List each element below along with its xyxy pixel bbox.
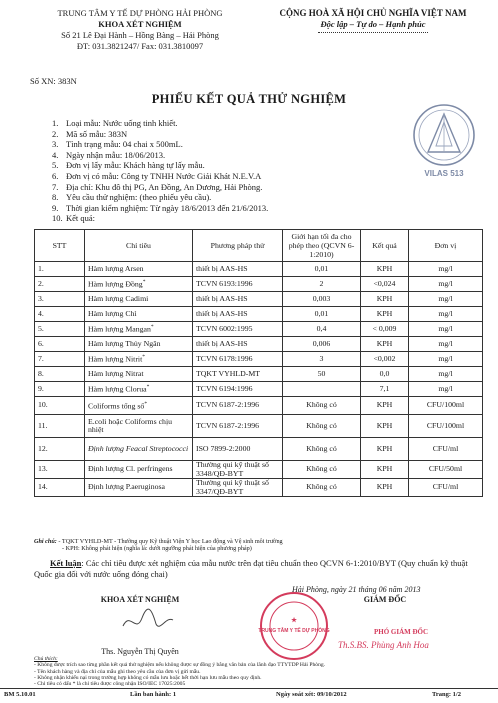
cell-method: TQKT VYHLD-MT [193,367,283,382]
cell-stt: 11. [35,415,85,438]
cell-unit: mg/l [409,277,483,292]
cell-method: Thường qui kỹ thuật số 3348/QĐ-BYT [193,461,283,479]
footer-note-line: - Không nhận khiếu nại trong trường hợp không có mẫu lưu hoặc hết thời hạn lưu mẫu theo quy định. [34,674,262,681]
info-item: 10. Kết quả: [52,213,96,224]
org-address: Số 21 Lê Đại Hành – Hồng Bàng – Hải Phòng [61,30,219,40]
col-header-param: Chỉ tiêu [85,230,193,262]
table-row [35,277,483,292]
issue-number: Lần ban hành: 1 [130,691,177,698]
cell-method: thiết bị AAS-HS [193,292,283,307]
cell-unit: CFU/ml [409,479,483,497]
cell-stt: 8. [35,367,85,382]
cell-param: Hàm lượng Mangan* [85,322,193,337]
cell-unit: mg/l [409,382,483,397]
info-item: 5. Đơn vị lấy mẫu: Khách hàng tự lấy mẫu. [52,160,205,171]
cell-method: TCVN 6187-2:1996 [193,397,283,415]
page-number: Trang: 1/2 [432,691,461,698]
signer-left-name: Ths. Nguyễn Thị Quyên [101,647,179,656]
cell-limit: 50 [283,367,361,382]
col-header-method: Phương pháp thử [193,230,283,262]
cell-limit: 3 [283,352,361,367]
cell-stt: 7. [35,352,85,367]
cell-result: 0,0 [361,367,409,382]
cell-limit [283,382,361,397]
note-line: - KPH: Không phát hiện (nghĩa là: dưới ngưỡng phát hiện của phương pháp) [62,545,252,553]
cell-method: thiết bị AAS-HS [193,337,283,352]
cell-param: Định lượng P.aeruginosa [85,479,193,497]
cell-stt: 4. [35,307,85,322]
cell-method: Thường qui kỹ thuật số 3347/QĐ-BYT [193,479,283,497]
table-notes [34,538,283,553]
cell-result: KPH [361,307,409,322]
document-title: PHIẾU KẾT QUẢ THỬ NGHIỆM [151,92,347,106]
table-row [35,322,483,337]
cell-result: KPH [361,415,409,438]
cell-stt: 5. [35,322,85,337]
cell-limit: 2 [283,277,361,292]
cell-param: Định lượng Feacal Streptococci [85,438,193,461]
header-organization [40,8,240,52]
footer-notes-heading: Chú thích: [34,656,58,662]
cell-stt: 1. [35,262,85,277]
cell-result: <0,024 [361,277,409,292]
table-row [35,397,483,415]
col-header-result: Kết quả [361,230,409,262]
department-name: KHOA XÉT NGHIỆM [98,19,182,29]
stamp-text: TRUNG TÂM Y TẾ DỰ PHÒNG [258,628,330,634]
national-motto: Độc lập – Tự do – Hạnh phúc [320,19,426,29]
cell-unit: mg/l [409,307,483,322]
review-date: Ngày soát xét: 09/10/2012 [276,691,347,698]
header-national [258,8,488,33]
cell-limit: Không có [283,461,361,479]
cell-limit: Không có [283,397,361,415]
svg-text:★: ★ [291,617,297,624]
org-phone: ĐT: 031.3821247/ Fax: 031.3810097 [76,41,204,51]
cell-stt: 12. [35,438,85,461]
cell-method: thiết bị AAS-HS [193,307,283,322]
signer-right-name: Th.S.BS. Phùng Anh Hoa [338,640,429,650]
cell-method: thiết bị AAS-HS [193,262,283,277]
info-item: 2. Mã số mẫu: 383N [52,128,128,139]
cell-method: TCVN 6194:1996 [193,382,283,397]
report-number: Số XN: 383N [30,76,77,86]
table-row [35,307,483,322]
info-item: 9. Thời gian kiểm nghiệm: Từ ngày 18/6/2013 đến 21/6/2013. [52,202,269,213]
cell-result: < 0,009 [361,322,409,337]
footer-note-line: - Tên khách hàng và địa chỉ của mẫu ghi theo yêu cầu của đơn vị gửi mẫu. [34,668,201,675]
results-table [34,229,483,497]
cell-param: Hàm lượng Nitrit* [85,352,193,367]
cell-limit: Không có [283,415,361,438]
official-stamp-icon [252,590,336,662]
table-row [35,415,483,438]
col-header-unit: Đơn vị [409,230,483,262]
table-row [35,438,483,461]
note-line: Ghi chú: - TQKT VYHLD-MT - Thường quy Kỹ thuật Viện Y học Lao động và Vệ sinh môi trường [34,538,283,545]
cell-result: KPH [361,262,409,277]
cell-result: KPH [361,461,409,479]
cell-param: Hàm lượng Arsen [85,262,193,277]
table-header-row [35,230,483,262]
cell-unit: CFU/ml [409,438,483,461]
table-row [35,382,483,397]
cell-param: E.coli hoặc Coliforms chịu nhiệt [85,415,193,438]
conclusion [34,558,484,580]
cell-result: KPH [361,438,409,461]
info-item: 3. Tình trạng mẫu: 04 chai x 500mL. [52,139,183,150]
info-item: 6. Đơn vị có mẫu: Công ty TNHH Nước Giải Khát N.E.V.A [52,170,262,181]
cell-limit: 0,01 [283,262,361,277]
cell-result: KPH [361,292,409,307]
cell-method: TCVN 6002:1995 [193,322,283,337]
cell-method: ISO 7899-2:2000 [193,438,283,461]
motto-divider [318,32,428,33]
cell-stt: 2. [35,277,85,292]
cell-param: Coliforms tổng số* [85,397,193,415]
table-row [35,461,483,479]
cell-param: Hàm lượng Đồng* [85,277,193,292]
org-name: TRUNG TÂM Y TẾ DỰ PHÒNG HẢI PHÒNG [57,8,223,18]
issue-date: Hải Phòng, ngày 21 tháng 06 năm 2013 [292,585,421,594]
country-name: CỘNG HOÀ XÃ HỘI CHỦ NGHĨA VIỆT NAM [279,8,467,18]
cell-param: Hàm lượng Cadimi [85,292,193,307]
table-row [35,367,483,382]
cell-method: TCVN 6193:1996 [193,277,283,292]
col-header-stt: STT [35,230,85,262]
cell-unit: mg/l [409,337,483,352]
cell-param: Hàm lượng Clorua* [85,382,193,397]
cell-param: Định lượng Cl. perfringens [85,461,193,479]
footer-note-line: - Không được trích sao từng phần kết quả thử nghiệm nếu không được sự đồng ý bằng văn bản của lãnh đạo TTYTDP Hải Phòng. [34,662,326,669]
cell-unit: CFU/100ml [409,397,483,415]
cell-unit: mg/l [409,352,483,367]
table-row [35,352,483,367]
table-row [35,337,483,352]
cell-unit: CFU/50ml [409,461,483,479]
col-header-limit: Giới hạn tối đa cho phép theo (QCVN 6-1:2010) [283,230,361,262]
cell-limit: 0,006 [283,337,361,352]
deputy-director-title: PHÓ GIÁM ĐỐC [374,628,429,636]
table-row [35,479,483,497]
cell-result: KPH [361,479,409,497]
cell-limit: 0,4 [283,322,361,337]
cell-unit: CFU/100ml [409,415,483,438]
cell-stt: 10. [35,397,85,415]
cell-unit: mg/l [409,367,483,382]
cell-method: TCVN 6178:1996 [193,352,283,367]
cell-param: Hàm lượng Chì [85,307,193,322]
conclusion-label: Kết luận [50,558,82,568]
vilas-logo-icon [400,100,488,180]
cell-limit: Không có [283,438,361,461]
info-item: 1. Loại mẫu: Nước uống tinh khiết. [52,118,178,128]
cell-unit: mg/l [409,292,483,307]
table-row [35,262,483,277]
footer-notes [34,656,454,687]
sample-info-list [52,118,268,224]
cell-result: <0,002 [361,352,409,367]
cell-stt: 13. [35,461,85,479]
cell-stt: 9. [35,382,85,397]
cell-limit: Không có [283,479,361,497]
cell-result: KPH [361,397,409,415]
cell-param: Hàm lượng Thủy Ngân [85,337,193,352]
cell-stt: 6. [35,337,85,352]
cell-unit: mg/l [409,322,483,337]
cell-stt: 3. [35,292,85,307]
table-row [35,292,483,307]
document-footer [0,688,498,698]
cell-result: KPH [361,337,409,352]
info-item: 8. Yêu cầu thử nghiệm: (theo phiếu yêu cầu). [52,192,212,203]
signature-left-icon [118,606,178,636]
cell-param: Hàm lượng Nitrat [85,367,193,382]
conclusion-text: : Các chỉ tiêu được xét nghiệm của mẫu nước trên đạt tiêu chuẩn theo QCVN 6-1:2010/BYT (Quy chuẩn kỹ thuật Quốc gia đối với nước uống đóng chai) [34,558,468,579]
cell-stt: 14. [35,479,85,497]
form-code: BM 5.10.01 [4,691,36,698]
cell-limit: 0,003 [283,292,361,307]
signature-left-title: KHOA XÉT NGHIỆM [100,595,180,604]
vilas-label: VILAS 513 [424,169,464,178]
signature-right-title: GIÁM ĐỐC [363,595,407,604]
cell-unit: mg/l [409,262,483,277]
cell-result: 7,1 [361,382,409,397]
footer-note-line: - Chỉ tiêu có dấu * là chỉ tiêu được công nhận ISO/IEC 17025:2005 [34,681,186,688]
cell-method: TCVN 6187-2:1996 [193,415,283,438]
cell-limit: 0,01 [283,307,361,322]
info-item: 4. Ngày nhận mẫu: 18/06/2013. [52,149,166,160]
info-item: 7. Địa chỉ: Khu đô thị PG, An Đồng, An Dương, Hải Phòng. [52,181,263,192]
